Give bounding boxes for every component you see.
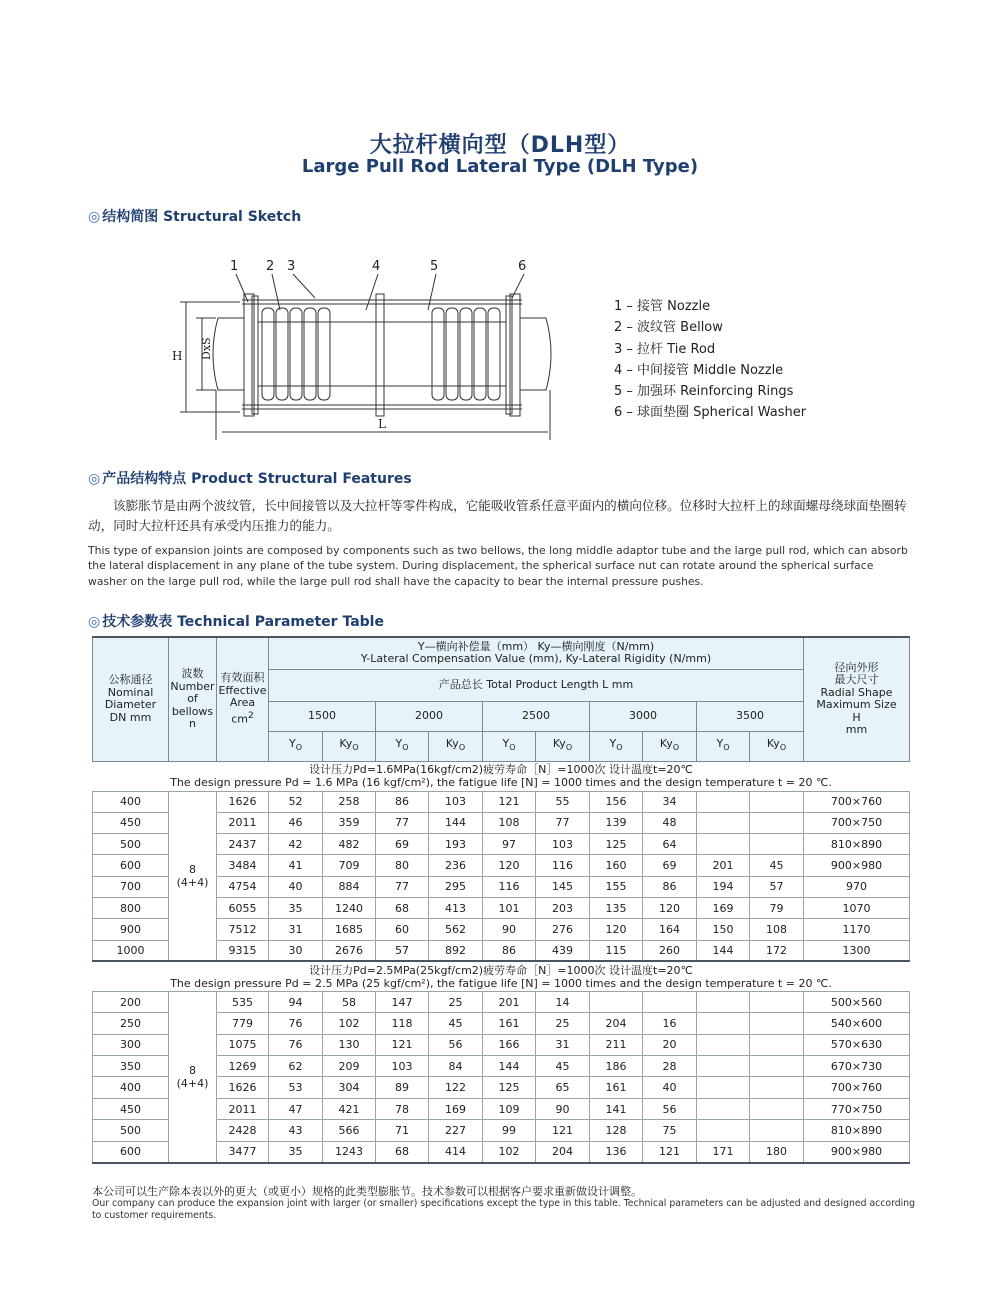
table-cell	[750, 812, 804, 833]
table-row	[93, 991, 910, 1012]
table-cell: 14	[536, 991, 590, 1012]
table-cell: 204	[590, 1013, 643, 1034]
table-cell: 258	[323, 791, 376, 812]
table-cell: 209	[323, 1056, 376, 1077]
table-cell: 900	[93, 919, 169, 940]
table-cell: 109	[483, 1098, 536, 1119]
table-cell: 810×890	[804, 834, 910, 855]
table-cell: 128	[590, 1120, 643, 1141]
table-cell: 211	[590, 1034, 643, 1055]
callout-1: 1	[230, 259, 239, 274]
table-cell: 69	[376, 834, 429, 855]
table-cell: 136	[590, 1141, 643, 1162]
table-cell: 9315	[217, 940, 269, 961]
table-cell: 3484	[217, 855, 269, 876]
table-cell: 203	[536, 897, 590, 918]
table-cell: 103	[429, 791, 483, 812]
table-cell: 64	[643, 834, 697, 855]
header-length: 产品总长 Total Product Length L mm	[269, 669, 804, 701]
callout-6: 6	[518, 259, 527, 274]
header-bellows: 波数 Number of bellows n	[169, 637, 217, 761]
table-cell: 562	[429, 919, 483, 940]
table-cell: 125	[483, 1077, 536, 1098]
table-cell: 800	[93, 897, 169, 918]
table-cell: 139	[590, 812, 643, 833]
table-cell: 540×600	[804, 1013, 910, 1034]
table-cell: 90	[483, 919, 536, 940]
table-cell: 227	[429, 1120, 483, 1141]
dim-H: H	[172, 349, 183, 363]
table-cell: 260	[643, 940, 697, 961]
table-cell: 115	[590, 940, 643, 961]
dim-DxS: DxS	[200, 337, 213, 360]
table-cell: 35	[269, 897, 323, 918]
table-cell: 400	[93, 791, 169, 812]
table-cell: 1626	[217, 791, 269, 812]
table-cell: 150	[697, 919, 750, 940]
legend-item-spherical-washer: 6 – 球面垫圈 Spherical Washer	[614, 405, 807, 421]
table-cell: 56	[429, 1034, 483, 1055]
header-area: 有效面积 Effective Area $cm^2$	[217, 637, 269, 761]
table-cell: 86	[643, 876, 697, 897]
table-cell: 77	[536, 812, 590, 833]
table-cell: 120	[590, 919, 643, 940]
table-cell: 103	[376, 1056, 429, 1077]
table-cell	[750, 791, 804, 812]
table-cell: 770×750	[804, 1098, 910, 1119]
table-cell: 1000	[93, 940, 169, 961]
table-cell: 1070	[804, 897, 910, 918]
table-cell: 35	[269, 1141, 323, 1162]
table-cell	[750, 1013, 804, 1034]
table-cell: 304	[323, 1077, 376, 1098]
callout-5: 5	[430, 259, 439, 274]
table-cell: 25	[429, 991, 483, 1012]
table-cell: 171	[697, 1141, 750, 1162]
table-cell: 2011	[217, 1098, 269, 1119]
table-cell: 45	[429, 1013, 483, 1034]
table-cell	[750, 1098, 804, 1119]
table-cell: 20	[643, 1034, 697, 1055]
bellows-count-cell: 8 (4+4)	[169, 791, 217, 961]
footnote-cn: 本公司可以生产除本表以外的更大（或更小）规格的此类型膨胀节。技术参数可以根据客户要求重新做设计调整。	[92, 1185, 642, 1198]
table-cell: 57	[376, 940, 429, 961]
table-cell	[590, 991, 643, 1012]
table-cell: 76	[269, 1013, 323, 1034]
table-cell: 570×630	[804, 1034, 910, 1055]
table-cell: 75	[643, 1120, 697, 1141]
table-cell: 500	[93, 834, 169, 855]
table-cell: 68	[376, 897, 429, 918]
footnote-en: Our company can produce the expansion joint with larger (or smaller) specifications except the type in this table. Technical parameters can be adjusted and designed according to customer requirements.	[92, 1198, 916, 1221]
table-cell	[750, 1056, 804, 1077]
bullet-circle-icon: ◎	[88, 471, 101, 487]
table-cell: 6055	[217, 897, 269, 918]
table-cell: 57	[750, 876, 804, 897]
table-cell: 3477	[217, 1141, 269, 1162]
table-cell: 101	[483, 897, 536, 918]
table-cell: 144	[697, 940, 750, 961]
table-cell: 76	[269, 1034, 323, 1055]
table-cell: 48	[643, 812, 697, 833]
table-cell: 2011	[217, 812, 269, 833]
table-cell: 40	[269, 876, 323, 897]
table-cell	[750, 1120, 804, 1141]
header-y: $Y_O$	[376, 731, 429, 761]
table-cell: 900×980	[804, 1141, 910, 1162]
header-ky: $Ky_O$	[323, 731, 376, 761]
table-cell: 144	[483, 1056, 536, 1077]
table-cell: 670×730	[804, 1056, 910, 1077]
structural-sketch	[150, 250, 570, 450]
table-cell	[697, 1098, 750, 1119]
table-cell: 193	[429, 834, 483, 855]
table-cell: 55	[536, 791, 590, 812]
table-cell: 1075	[217, 1034, 269, 1055]
callout-4: 4	[372, 259, 381, 274]
header-ky: $Ky_O$	[643, 731, 697, 761]
table-cell: 1685	[323, 919, 376, 940]
group1-condition: 设计压力Pd=1.6MPa(16kgf/cm2)疲劳寿命［N］=1000次 设计温度t=20℃ The design pressure Pd = 1.6 MPa (16 kgf/cm²), the fatigue life [N] = 1000 times and the design temperature t = 20 ℃.	[93, 761, 910, 791]
table-cell: 300	[93, 1034, 169, 1055]
table-cell	[697, 812, 750, 833]
table-cell: 482	[323, 834, 376, 855]
table-cell: 169	[697, 897, 750, 918]
table-cell: 295	[429, 876, 483, 897]
table-cell: 108	[750, 919, 804, 940]
table-cell: 28	[643, 1056, 697, 1077]
table-cell: 103	[536, 834, 590, 855]
table-cell: 600	[93, 855, 169, 876]
table-cell: 16	[643, 1013, 697, 1034]
table-cell: 400	[93, 1077, 169, 1098]
table-cell	[643, 991, 697, 1012]
table-cell: 166	[483, 1034, 536, 1055]
table-cell	[697, 1034, 750, 1055]
table-cell: 84	[429, 1056, 483, 1077]
header-dn: 公称通径 Nominal Diameter DN mm	[93, 637, 169, 761]
table-cell: 2428	[217, 1120, 269, 1141]
table-cell: 58	[323, 991, 376, 1012]
table-cell: 709	[323, 855, 376, 876]
table-cell: 172	[750, 940, 804, 961]
table-cell: 90	[536, 1098, 590, 1119]
table-cell: 89	[376, 1077, 429, 1098]
table-cell: 41	[269, 855, 323, 876]
header-y: $Y_O$	[697, 731, 750, 761]
table-cell: 78	[376, 1098, 429, 1119]
features-text-cn: 该膨胀节是由两个波纹管，长中间接管以及大拉杆等零件构成，它能吸收管系任意平面内的横向位移。位移时大拉杆上的球面螺母绕球面垫圈转动，同时大拉杆还具有承受内压推力的能力。	[88, 498, 907, 533]
table-cell: 121	[643, 1141, 697, 1162]
table-cell: 535	[217, 991, 269, 1012]
table-cell: 1170	[804, 919, 910, 940]
table-cell: 200	[93, 991, 169, 1012]
table-cell: 120	[483, 855, 536, 876]
table-cell: 2676	[323, 940, 376, 961]
table-cell: 31	[269, 919, 323, 940]
legend-item-reinforcing-rings: 5 – 加强环 Reinforcing Rings	[614, 384, 794, 400]
table-cell: 102	[323, 1013, 376, 1034]
table-cell: 970	[804, 876, 910, 897]
table-cell: 45	[536, 1056, 590, 1077]
table-cell: 116	[483, 876, 536, 897]
table-cell: 892	[429, 940, 483, 961]
table-cell: 156	[590, 791, 643, 812]
table-cell: 1240	[323, 897, 376, 918]
header-ky: $Ky_O$	[429, 731, 483, 761]
table-cell: 141	[590, 1098, 643, 1119]
table-cell: 186	[590, 1056, 643, 1077]
table-cell: 118	[376, 1013, 429, 1034]
table-cell: 250	[93, 1013, 169, 1034]
bullet-circle-icon: ◎	[88, 614, 101, 630]
table-cell: 700	[93, 876, 169, 897]
table-cell: 7512	[217, 919, 269, 940]
table-cell: 43	[269, 1120, 323, 1141]
header-length-1500: 1500	[269, 701, 376, 731]
legend-item-middle-nozzle: 4 – 中间接管 Middle Nozzle	[614, 362, 784, 378]
table-row	[93, 791, 910, 812]
table-cell: 413	[429, 897, 483, 918]
table-cell: 69	[643, 855, 697, 876]
table-cell: 700×750	[804, 812, 910, 833]
header-length-3500: 3500	[697, 701, 804, 731]
table-cell: 71	[376, 1120, 429, 1141]
table-cell: 97	[483, 834, 536, 855]
table-cell: 779	[217, 1013, 269, 1034]
table-cell: 60	[376, 919, 429, 940]
table-cell: 600	[93, 1141, 169, 1162]
table-cell: 450	[93, 1098, 169, 1119]
header-lateral: Y—横向补偿量（mm） Ky—横向刚度（N/mm) Y-Lateral Compensation Value (mm), Ky-Lateral Rigidity (N/mm)	[269, 637, 804, 669]
table-cell	[697, 834, 750, 855]
table-cell: 80	[376, 855, 429, 876]
table-cell	[750, 834, 804, 855]
header-length-3000: 3000	[590, 701, 697, 731]
section-heading-features: ◎ 产品结构特点 Product Structural Features	[88, 471, 412, 487]
page-title-cn: 大拉杆横向型（DLH型）	[369, 133, 631, 158]
table-cell: 194	[697, 876, 750, 897]
table-cell: 1626	[217, 1077, 269, 1098]
table-cell: 40	[643, 1077, 697, 1098]
table-cell	[750, 1077, 804, 1098]
table-cell: 79	[750, 897, 804, 918]
table-cell: 169	[429, 1098, 483, 1119]
parameter-table	[92, 636, 906, 1164]
table-cell: 121	[483, 791, 536, 812]
table-cell: 145	[536, 876, 590, 897]
table-cell: 31	[536, 1034, 590, 1055]
table-cell: 108	[483, 812, 536, 833]
table-cell: 700×760	[804, 791, 910, 812]
table-cell	[697, 791, 750, 812]
table-cell: 810×890	[804, 1120, 910, 1141]
table-cell: 4754	[217, 876, 269, 897]
table-cell: 161	[590, 1077, 643, 1098]
table-cell: 86	[483, 940, 536, 961]
header-y: $Y_O$	[269, 731, 323, 761]
table-cell: 116	[536, 855, 590, 876]
table-cell: 155	[590, 876, 643, 897]
legend-item-bellow: 2 – 波纹管 Bellow	[614, 320, 723, 336]
table-cell: 68	[376, 1141, 429, 1162]
table-cell: 121	[376, 1034, 429, 1055]
table-cell	[750, 1034, 804, 1055]
table-cell: 414	[429, 1141, 483, 1162]
group2-condition: 设计压力Pd=2.5MPa(25kgf/cm2)疲劳寿命［N］=1000次 设计温度t=20℃ The design pressure Pd = 2.5 MPa (25 kgf/cm²), the fatigue life [N] = 1000 times and the design temperature t = 20 ℃.	[93, 961, 910, 991]
table-cell: 1300	[804, 940, 910, 961]
callout-2: 2	[266, 259, 275, 274]
table-cell: 884	[323, 876, 376, 897]
table-cell: 77	[376, 812, 429, 833]
table-cell: 1243	[323, 1141, 376, 1162]
header-y: $Y_O$	[483, 731, 536, 761]
page-title-en: Large Pull Rod Lateral Type (DLH Type)	[301, 156, 699, 177]
table-cell	[750, 991, 804, 1012]
table-cell: 120	[643, 897, 697, 918]
table-cell: 99	[483, 1120, 536, 1141]
table-cell	[697, 991, 750, 1012]
table-cell: 439	[536, 940, 590, 961]
table-cell: 276	[536, 919, 590, 940]
header-length-2000: 2000	[376, 701, 483, 731]
table-cell: 566	[323, 1120, 376, 1141]
callout-3: 3	[287, 259, 296, 274]
table-cell: 52	[269, 791, 323, 812]
header-y: $Y_O$	[590, 731, 643, 761]
table-cell: 102	[483, 1141, 536, 1162]
table-cell: 47	[269, 1098, 323, 1119]
table-cell: 204	[536, 1141, 590, 1162]
table-cell: 147	[376, 991, 429, 1012]
table-cell: 45	[750, 855, 804, 876]
table-cell: 421	[323, 1098, 376, 1119]
table-cell: 122	[429, 1077, 483, 1098]
table-cell: 500	[93, 1120, 169, 1141]
header-length-2500: 2500	[483, 701, 590, 731]
dim-L: L	[378, 417, 386, 431]
section-heading-table: ◎ 技术参数表 Technical Parameter Table	[88, 614, 384, 630]
table-cell: 500×560	[804, 991, 910, 1012]
table-cell: 56	[643, 1098, 697, 1119]
table-cell: 94	[269, 991, 323, 1012]
table-cell	[697, 1077, 750, 1098]
table-cell	[697, 1013, 750, 1034]
table-cell: 180	[750, 1141, 804, 1162]
table-cell: 125	[590, 834, 643, 855]
header-ky: $Ky_O$	[750, 731, 804, 761]
table-cell: 236	[429, 855, 483, 876]
table-cell: 30	[269, 940, 323, 961]
table-cell: 135	[590, 897, 643, 918]
table-cell: 700×760	[804, 1077, 910, 1098]
section-heading-sketch: ◎ 结构简图 Structural Sketch	[88, 209, 302, 225]
table-cell: 900×980	[804, 855, 910, 876]
features-text-en: This type of expansion joints are composed by components such as two bellows, the long middle adaptor tube and the large pull rod, which can absorb the lateral displacement in any plane of the tube system. During displacement, the spherical surface nut can rotate around the spherical surface washer on the large pull rod, while the large pull rod shall have the capacity to bear the internal pressure pushes.	[88, 544, 908, 588]
header-ky: $Ky_O$	[536, 731, 590, 761]
table-cell: 201	[483, 991, 536, 1012]
table-cell: 160	[590, 855, 643, 876]
diagram-legend	[614, 296, 806, 424]
table-cell: 359	[323, 812, 376, 833]
table-cell: 144	[429, 812, 483, 833]
table-cell: 1269	[217, 1056, 269, 1077]
table-cell: 42	[269, 834, 323, 855]
table-cell: 34	[643, 791, 697, 812]
table-cell: 161	[483, 1013, 536, 1034]
table-cell: 46	[269, 812, 323, 833]
legend-item-nozzle: 1 – 接管 Nozzle	[614, 299, 711, 314]
legend-item-tie-rod: 3 – 拉杆 Tie Rod	[614, 341, 716, 357]
table-cell: 201	[697, 855, 750, 876]
table-cell: 450	[93, 812, 169, 833]
table-cell: 121	[536, 1120, 590, 1141]
table-cell: 2437	[217, 834, 269, 855]
table-cell: 130	[323, 1034, 376, 1055]
bellows-count-cell: 8 (4+4)	[169, 991, 217, 1162]
table-cell: 62	[269, 1056, 323, 1077]
table-cell	[697, 1056, 750, 1077]
table-cell: 25	[536, 1013, 590, 1034]
bullet-circle-icon: ◎	[88, 209, 101, 225]
table-cell: 77	[376, 876, 429, 897]
table-cell: 350	[93, 1056, 169, 1077]
table-cell: 53	[269, 1077, 323, 1098]
table-cell: 65	[536, 1077, 590, 1098]
header-radial-shape: 径向外形 最大尺寸 Radial Shape Maximum Size H mm	[804, 637, 910, 761]
table-cell	[697, 1120, 750, 1141]
table-cell: 86	[376, 791, 429, 812]
table-cell: 164	[643, 919, 697, 940]
